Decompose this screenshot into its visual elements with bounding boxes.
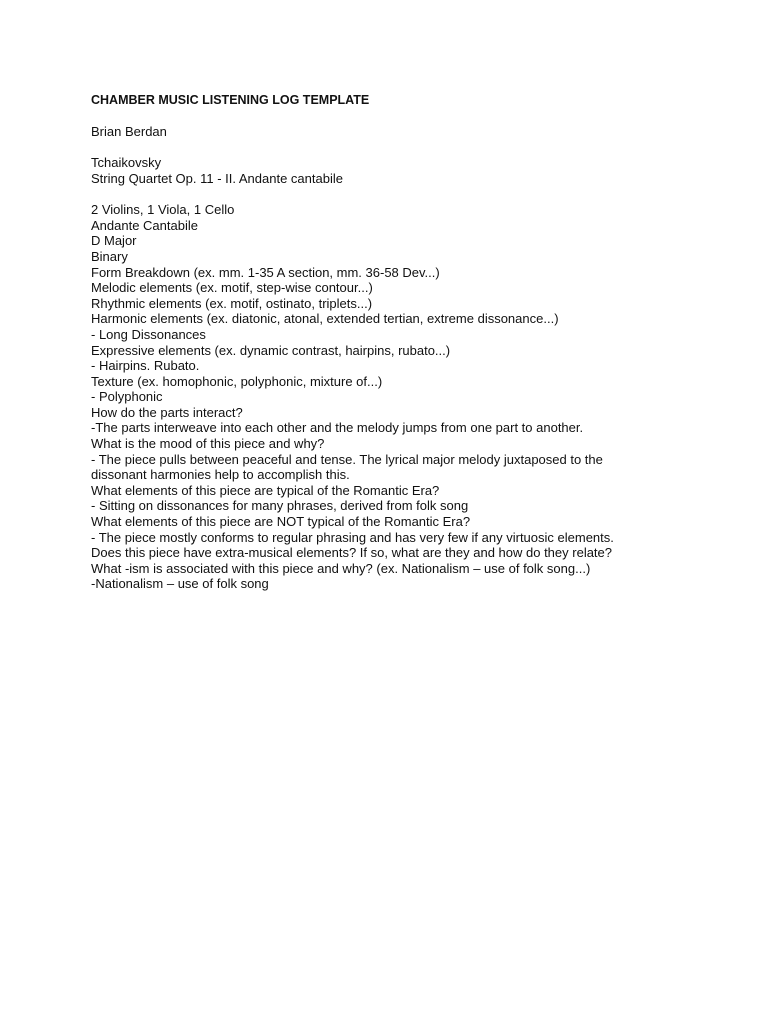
log-line-melodic: Melodic elements (ex. motif, step-wise contour...) bbox=[91, 280, 373, 296]
log-line-mood-answer: - The piece pulls between peaceful and tense. The lyrical major melody juxtaposed to the bbox=[91, 451, 603, 467]
log-line-ism-answer: -Nationalism – use of folk song bbox=[91, 576, 269, 592]
log-line-form-breakdown: Form Breakdown (ex. mm. 1-35 A section, mm. 36-58 Dev...) bbox=[91, 264, 440, 280]
composer-name: Tchaikovsky bbox=[91, 155, 162, 171]
log-line-romantic-typical: What elements of this piece are typical of the Romantic Era? bbox=[91, 482, 440, 498]
log-line-expressive-answer: - Hairpins. Rubato. bbox=[91, 358, 200, 374]
document-title: CHAMBER MUSIC LISTENING LOG TEMPLATE bbox=[91, 93, 370, 107]
log-line-rhythmic: Rhythmic elements (ex. motif, ostinato, triplets...) bbox=[91, 295, 373, 311]
log-line-texture: Texture (ex. homophonic, polyphonic, mixture of...) bbox=[91, 373, 383, 389]
log-line-tempo: Andante Cantabile bbox=[91, 217, 198, 233]
document-body bbox=[91, 93, 751, 592]
log-line-harmonic: Harmonic elements (ex. diatonic, atonal, extended tertian, extreme dissonance...) bbox=[91, 311, 559, 327]
log-line-interaction: How do the parts interact? bbox=[91, 404, 243, 420]
log-line-extra-musical: Does this piece have extra-musical elements? If so, what are they and how do they relate? bbox=[91, 545, 613, 561]
log-line-romantic-not-typical: What elements of this piece are NOT typical of the Romantic Era? bbox=[91, 514, 471, 530]
spacer bbox=[91, 187, 751, 203]
log-line-mood-answer-cont: dissonant harmonies help to accomplish this. bbox=[91, 467, 350, 483]
work-title: String Quartet Op. 11 - II. Andante cantabile bbox=[91, 170, 343, 186]
spacer bbox=[91, 140, 751, 156]
log-line-mood: What is the mood of this piece and why? bbox=[91, 436, 325, 452]
log-line-form: Binary bbox=[91, 248, 128, 264]
log-line-key: D Major bbox=[91, 233, 137, 249]
log-line-romantic-typical-answer: - Sitting on dissonances for many phrases, derived from folk song bbox=[91, 498, 469, 514]
author-name: Brian Berdan bbox=[91, 124, 167, 140]
log-line-interaction-answer: -The parts interweave into each other and the melody jumps from one part to another. bbox=[91, 420, 584, 436]
log-line-harmonic-answer: - Long Dissonances bbox=[91, 326, 206, 342]
log-line-instrumentation: 2 Violins, 1 Viola, 1 Cello bbox=[91, 202, 235, 218]
log-line-ism: What -ism is associated with this piece and why? (ex. Nationalism – use of folk song...) bbox=[91, 560, 591, 576]
log-line-expressive: Expressive elements (ex. dynamic contrast, hairpins, rubato...) bbox=[91, 342, 451, 358]
log-line-texture-answer: - Polyphonic bbox=[91, 389, 163, 405]
spacer bbox=[91, 109, 751, 125]
log-line-romantic-not-typical-answer: - The piece mostly conforms to regular phrasing and has very few if any virtuosic elements. bbox=[91, 529, 614, 545]
